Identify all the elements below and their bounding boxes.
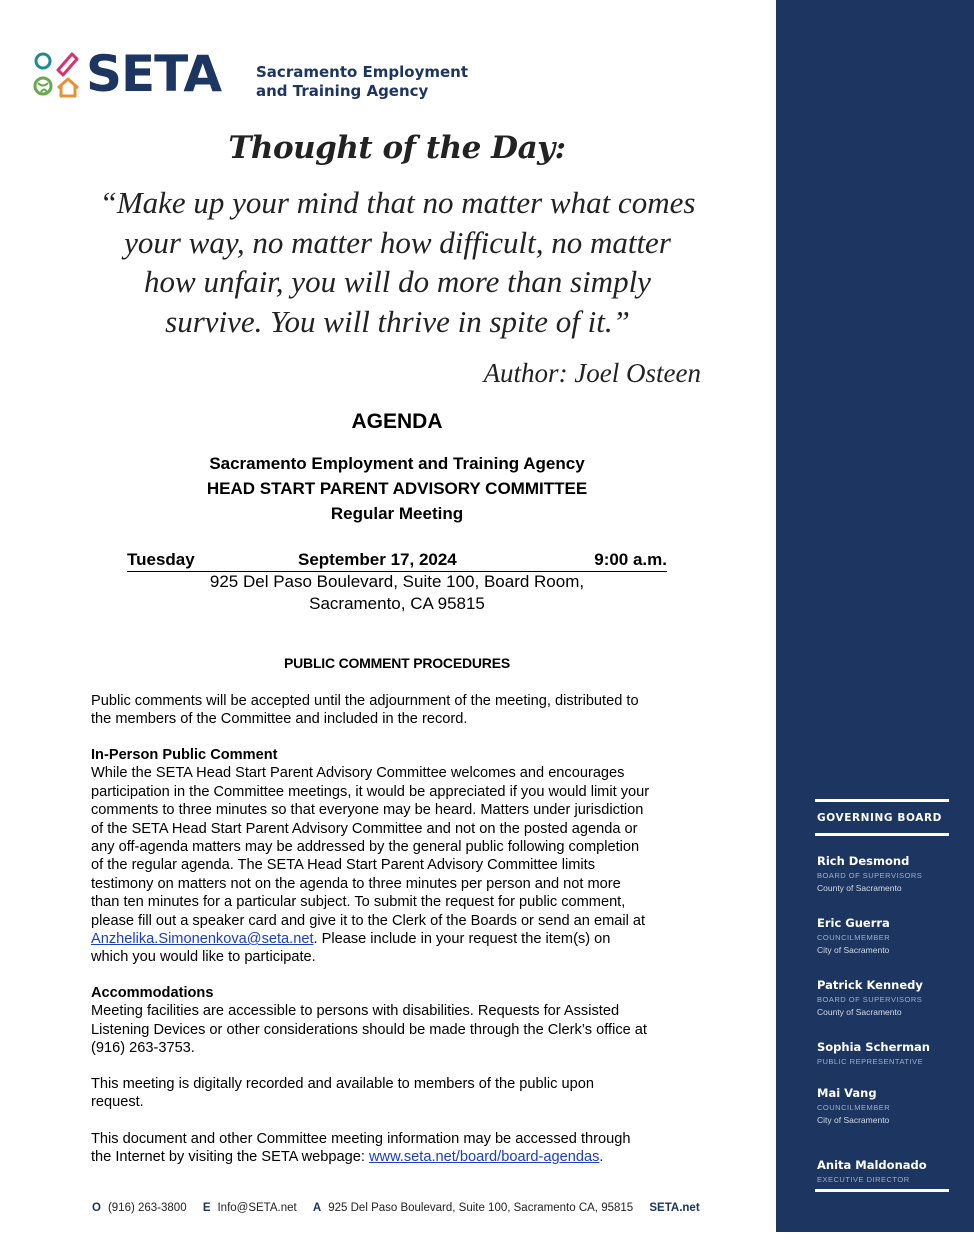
member-org: County of Sacramento (817, 1007, 902, 1017)
board-member (817, 1039, 967, 1068)
quote-line: “Make up your mind that no matter what comes (99, 185, 696, 220)
text-line: This meeting is digitally recorded and available to members of the public upon (91, 1076, 594, 1092)
procedures-title: PUBLIC COMMENT PROCEDURES (283, 655, 510, 671)
intro-paragraph (91, 692, 711, 729)
divider (815, 1189, 949, 1192)
in-person-heading: In-Person Public Comment (91, 747, 278, 763)
thought-title: Thought of the Day: (228, 130, 566, 166)
in-person-section (91, 746, 711, 967)
footer-contact (92, 1202, 700, 1214)
text-line: of the SETA Head Start Parent Advisory Committee and not on the posted agenda or (91, 820, 638, 837)
quote (80, 183, 715, 341)
access-suffix: . (599, 1149, 604, 1166)
quote-line: your way, no matter how difficult, no matter (124, 224, 671, 260)
quote-line: survive. You will thrive in spite of it.” (165, 303, 630, 339)
text-line: Public comments will be accepted until the adjournment of the meeting, distributed to (91, 693, 639, 709)
member-name: Patrick Kennedy (817, 978, 923, 992)
text-line: Meeting facilities are accessible to persons with disabilities. Requests for Assisted (91, 1003, 620, 1020)
seta-logo-icon (32, 50, 82, 100)
text-line: participation in the Committee meetings, it would be appreciated if you would limit your (91, 783, 650, 800)
footer-email: Info@SETA.net (217, 1202, 297, 1214)
member-title: BOARD OF SUPERVISORS (817, 871, 923, 880)
address-line-1: 925 Del Paso Boulevard, Suite 100, Board Room, (209, 572, 585, 591)
governing-board-sidebar (776, 0, 974, 1232)
member-org: City of Sacramento (817, 1115, 890, 1125)
divider (815, 799, 949, 802)
executive-director (817, 1157, 967, 1186)
text-line: request. (91, 1094, 144, 1111)
text-line: comments to three minutes so that everyone may be heard. Matters under jurisdiction (91, 802, 644, 819)
quote-line: how unfair, you will do more than simply (144, 264, 651, 299)
member-name: Rich Desmond (817, 854, 910, 868)
text-line: Listening Devices or other considerations should be made through the Clerk’s office at (91, 1021, 647, 1038)
footer-address: 925 Del Paso Boulevard, Suite 100, Sacramento CA, 95815 (328, 1202, 634, 1214)
meeting-type: Regular Meeting (330, 504, 464, 523)
access-prefix: the Internet by visiting the SETA webpage: (91, 1149, 369, 1166)
recording-paragraph (91, 1075, 711, 1112)
footer-website: SETA.net (649, 1202, 700, 1214)
member-name: Sophia Scherman (817, 1040, 930, 1054)
email-key: E (202, 1202, 211, 1214)
board-agendas-link[interactable]: www.seta.net/board/board-agendas (369, 1149, 600, 1166)
text-line: the members of the Committee and included in the record. (91, 711, 468, 728)
member-title: COUNCILMEMBER (817, 933, 891, 942)
footer-phone: (916) 263-3800 (107, 1202, 187, 1214)
meeting-time: 9:00 a.m. (594, 550, 667, 569)
clerk-email-link[interactable]: Anzhelika.Simonenkova@seta.net (91, 931, 314, 948)
text-line: please fill out a speaker card and give it to the Clerk of the Boards or send an email at (91, 912, 646, 929)
access-paragraph (91, 1130, 711, 1167)
board-member (817, 853, 967, 895)
logo-subtitle (256, 63, 476, 101)
member-org: City of Sacramento (817, 945, 890, 955)
board-member (817, 977, 967, 1019)
seta-wordmark: SETA (86, 45, 222, 103)
accommodations-section (91, 984, 711, 1058)
meeting-date: September 17, 2024 (298, 550, 457, 569)
text-line: which you would like to participate. (91, 949, 316, 966)
member-name: Mai Vang (817, 1086, 877, 1100)
org-name: Sacramento Employment and Training Agency (209, 454, 585, 473)
address-key: A (312, 1202, 322, 1214)
meeting-date-line (127, 549, 667, 572)
member-title: EXECUTIVE DIRECTOR (817, 1175, 910, 1184)
phone-key: O (92, 1202, 101, 1214)
member-title: BOARD OF SUPERVISORS (817, 995, 923, 1004)
text-line: any off-agenda matters may be addressed by the general public following completion (91, 839, 640, 856)
member-name: Anita Maldonado (817, 1158, 927, 1172)
text-line: testimony on matters not on the agenda to three minutes per person and not more (91, 875, 621, 892)
member-title: COUNCILMEMBER (817, 1103, 891, 1112)
text-line: (916) 263-3753. (91, 1040, 195, 1057)
quote-author: Author: Joel Osteen (483, 358, 701, 388)
logo-subtitle-line2: and Training Agency (256, 82, 429, 100)
text-line: This document and other Committee meeting information may be accessed through (91, 1131, 631, 1147)
member-org: County of Sacramento (817, 883, 902, 893)
address-line-2: Sacramento, CA 95815 (309, 594, 485, 613)
accommodations-heading: Accommodations (91, 985, 214, 1001)
committee-name: HEAD START PARENT ADVISORY COMMITTEE (206, 479, 588, 498)
text-line (91, 930, 711, 948)
text-line: than ten minutes for a particular subject. To submit the request for public comment, (91, 894, 626, 911)
meeting-day: Tuesday (127, 550, 195, 569)
governing-board-title: GOVERNING BOARD (817, 812, 942, 824)
email-line-tail: . Please include in your request the item(s) on (313, 931, 611, 948)
member-title: PUBLIC REPRESENTATIVE (817, 1057, 924, 1066)
text-line (91, 1148, 711, 1166)
member-name: Eric Guerra (817, 916, 890, 930)
text-line: of the regular agenda. The SETA Head Start Parent Advisory Committee limits (91, 857, 595, 874)
board-member (817, 1085, 967, 1127)
agenda-title: AGENDA (351, 410, 443, 433)
logo-subtitle-line1: Sacramento Employment (256, 63, 469, 81)
board-member (817, 915, 967, 957)
divider (815, 833, 949, 836)
text-line: While the SETA Head Start Parent Advisory Committee welcomes and encourages (91, 765, 625, 782)
